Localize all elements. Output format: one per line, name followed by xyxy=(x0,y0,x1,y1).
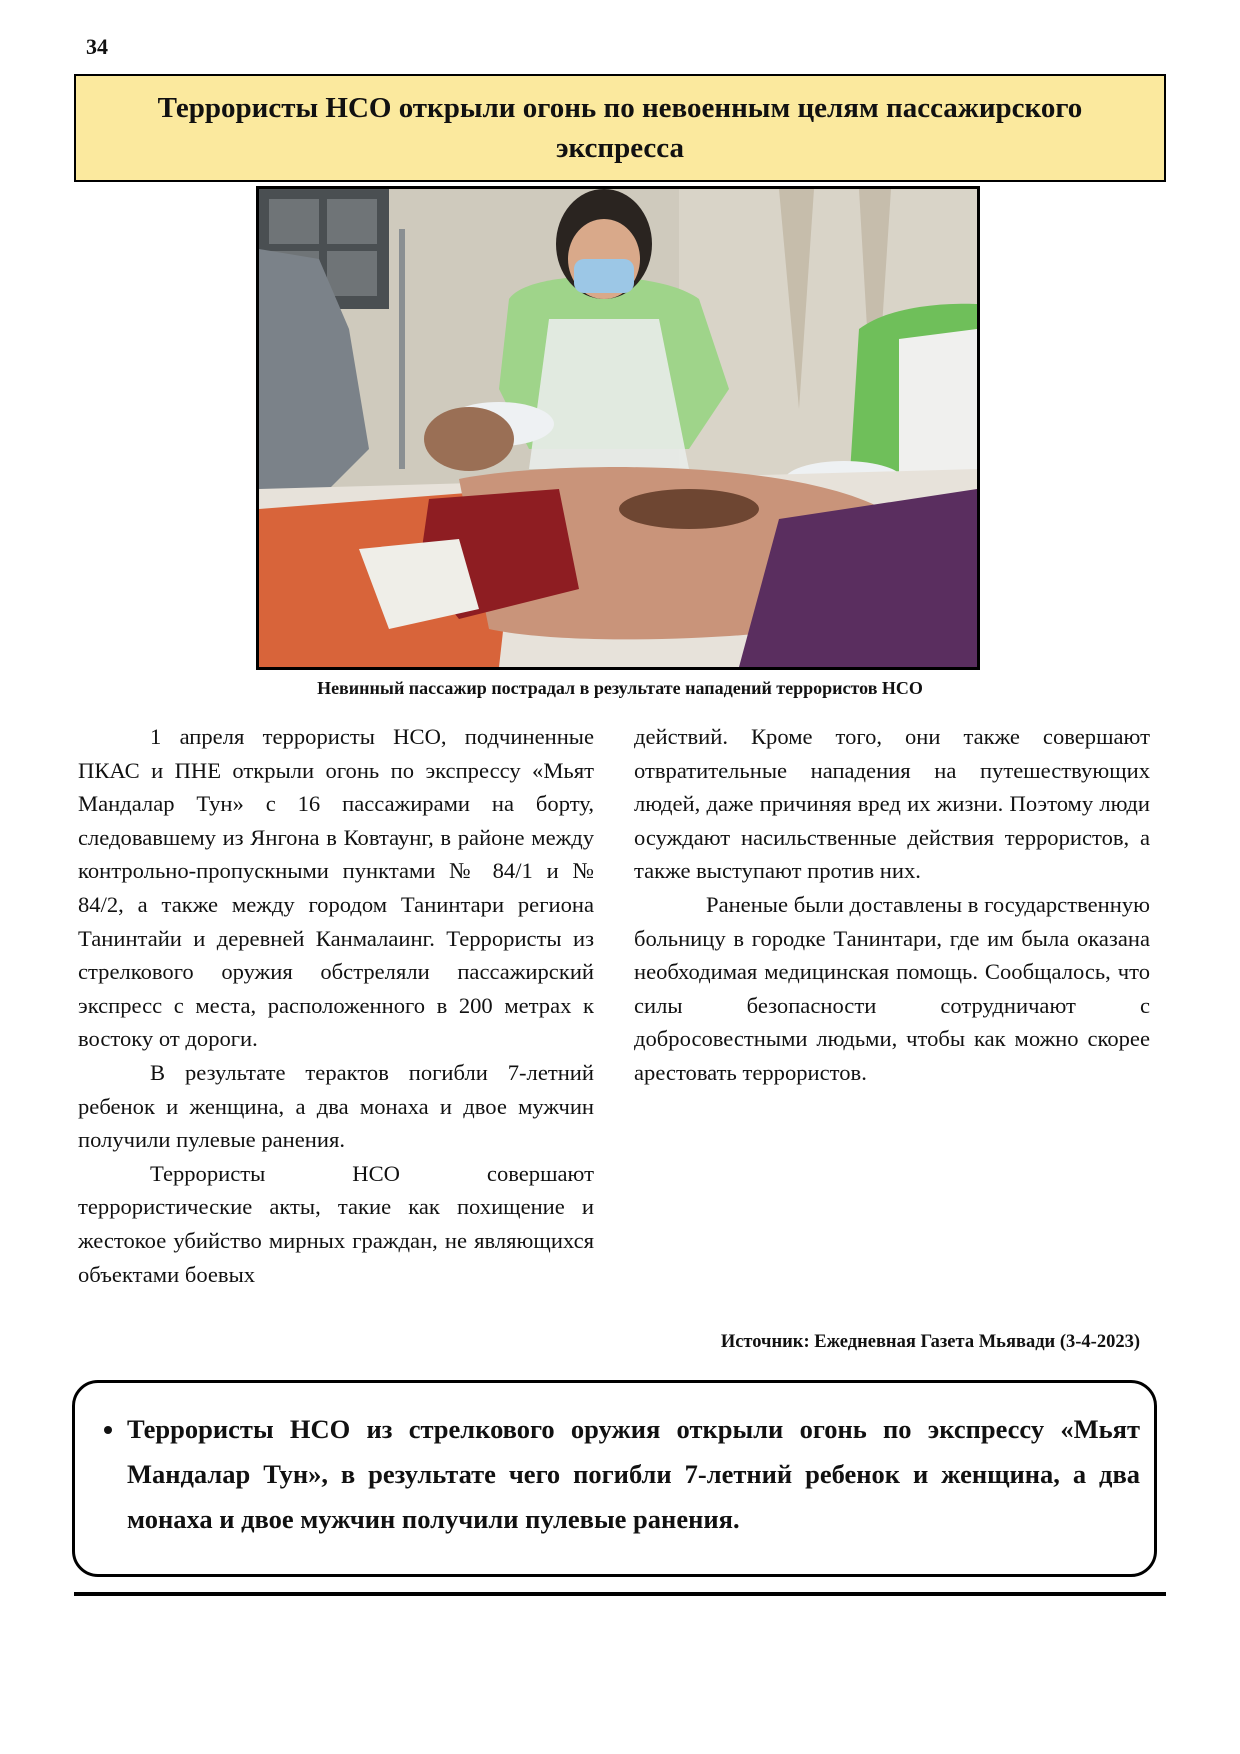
page-number: 34 xyxy=(86,34,108,59)
paragraph: Террористы НСО совершают террористические акты, такие как похищение и жестокое убийство мирных граждан, не являющихся объектами боевых xyxy=(78,1160,594,1287)
article-column-left xyxy=(78,720,594,1291)
paragraph: 1 апреля террористы НСО, подчиненные ПКАС и ПНЕ открыли огонь по экспрессу «Мьят Мандалар Тун» с 16 пассажирами на борту, следовавшему из Янгона в Ковтаунг, в районе между контрольно-пропускными пунктами № 84/1 и № 84/2, а также между городом Танинтари региона Танинтайи и деревней Канмалаинг. Террористы из стрелкового оружия обстреляли пассажирский экспресс с места, расположенного в 200 метрах к востоку от дороги. xyxy=(78,724,594,1052)
paragraph: действий. Кроме того, они также совершают отвратительные нападения на путешествующих людей, даже причиняя вред их жизни. Поэтому люди осуждают насильственные действия террористов, а также выступают против них. xyxy=(634,724,1150,884)
paragraph: Раненые были доставлены в государственную больницу в городке Танинтари, где им была оказана необходимая медицинская помощь. Сообщалось, что силы безопасности сотрудничают с добросовестными людьми, чтобы как можно скорее арестовать террористов. xyxy=(634,891,1150,1085)
article-title-box xyxy=(74,74,1166,182)
source-line: Источник: Ежедневная Газета Мьявади (3-4-2023) xyxy=(720,1332,1140,1352)
article-photo xyxy=(256,186,980,670)
photo-injured-passenger-icon xyxy=(259,189,977,667)
bottom-divider xyxy=(74,1592,1166,1596)
summary-box xyxy=(72,1380,1157,1577)
article-column-right xyxy=(634,720,1150,1090)
photo-caption: Невинный пассажир пострадал в результате нападений террористов НСО xyxy=(317,678,923,698)
summary-list xyxy=(75,1383,1154,1542)
paragraph: В результате терактов погибли 7-летний ребенок и женщина, а два монаха и двое мужчин получили пулевые ранения. xyxy=(78,1059,594,1153)
summary-item: • Террористы НСО из стрелкового оружия открыли огонь по экспрессу «Мьят Мандалар Тун», в результате чего погибли 7-летний ребенок и женщина, а два монаха и двое мужчин получили пулевые ранения. xyxy=(127,1407,1140,1542)
article-title: Террористы НСО открыли огонь по невоенным целям пассажирского экспресса xyxy=(157,92,1083,164)
